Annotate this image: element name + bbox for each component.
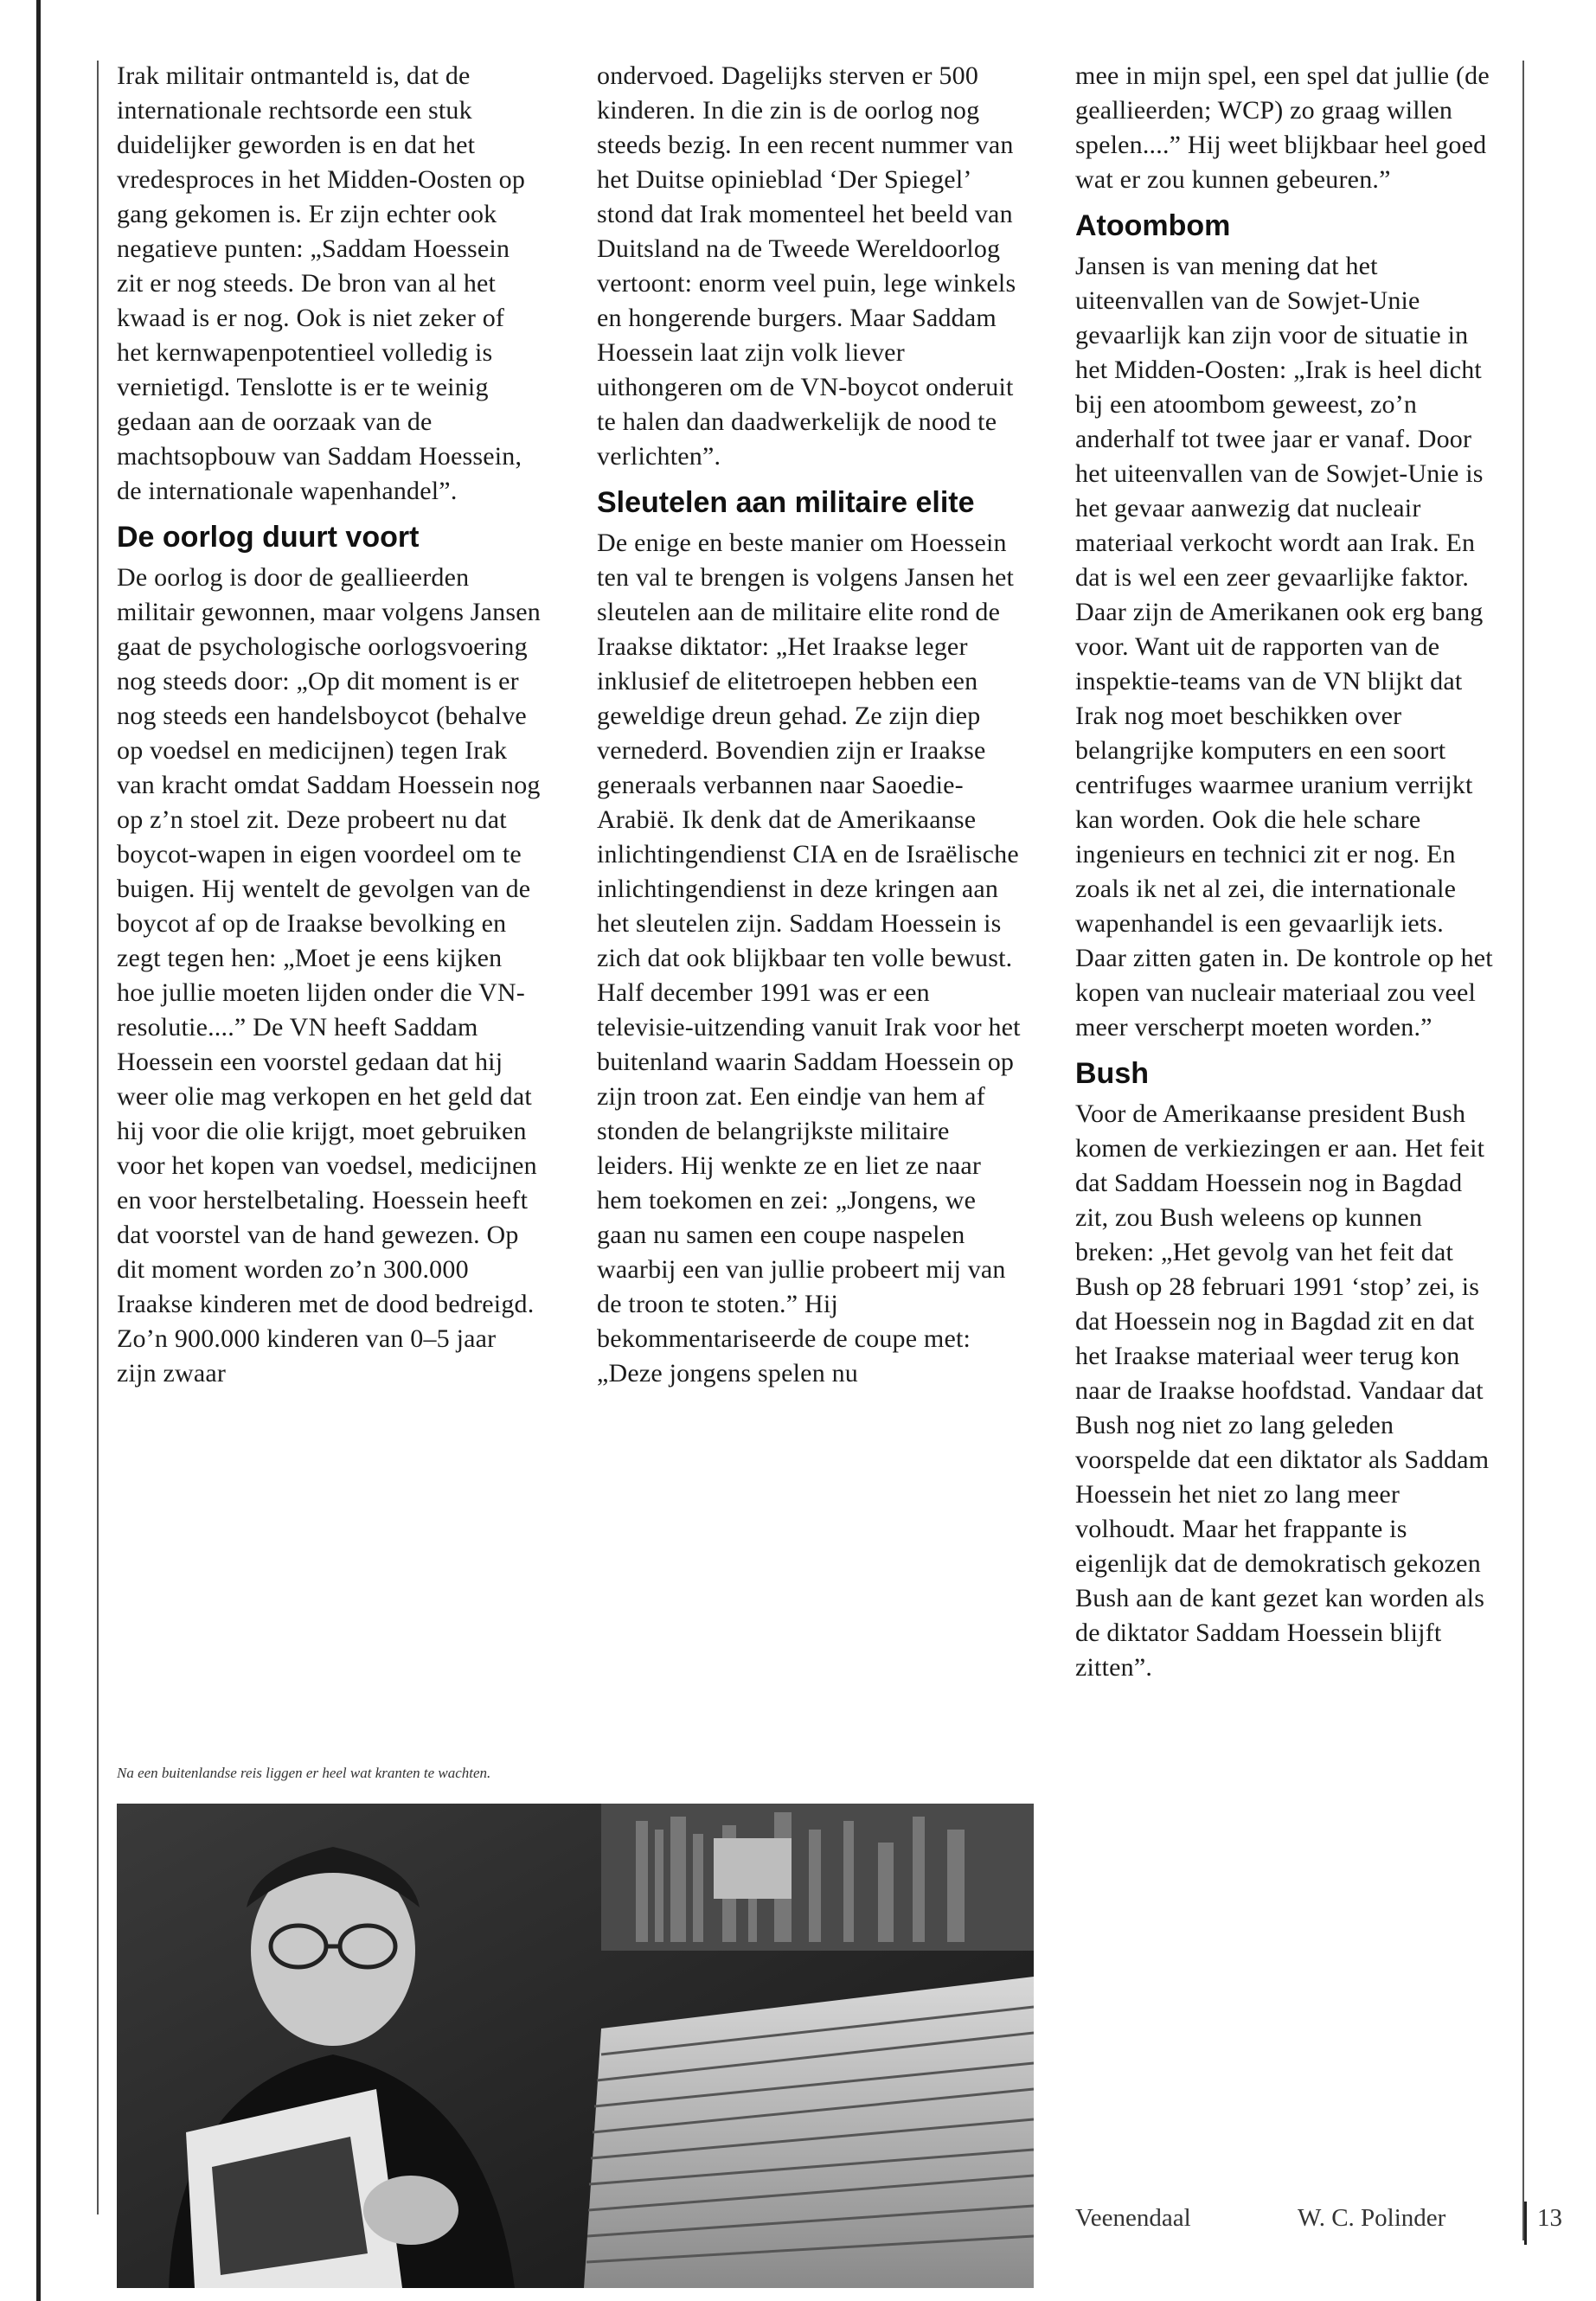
column-2 <box>597 59 1021 1391</box>
photo-caption: Na een buitenlandse reis liggen er heel wat kranten te wachten. <box>117 1765 491 1781</box>
page-number: 13 <box>1537 2204 1562 2232</box>
right-column-rule <box>1522 61 1524 2240</box>
left-page-edge-rule <box>36 0 41 2301</box>
heading-bush: Bush <box>1075 1057 1149 1090</box>
column-3 <box>1075 59 1499 1685</box>
left-column-rule <box>97 61 99 2214</box>
photo-man-reading-newspapers-icon <box>117 1804 1034 2288</box>
folio-rule <box>1524 2202 1527 2245</box>
footer-place: Veenendaal <box>1075 2204 1191 2232</box>
col1-paragraph-1: Irak militair ontmanteld is, dat de internationale rechtsorde een stuk duidelijker geworden is en dat het vredesproces in het Midden-Oosten op gang gekomen is. Er zijn echter ook negatieve punten: „Saddam Hoessein zit er nog steeds. De bron van al het kwaad is er nog. Ook is niet zeker of het kernwapenpotentieel volledig is vernietigd. Tenslotte is er te weinig gedaan aan de oorzaak van de machtsopbouw van Saddam Hoessein, de internationale wapenhandel”. <box>117 61 526 505</box>
col3-paragraph-1: mee in mijn spel, een spel dat jullie (de geallieerden; WCP) zo graag willen spelen....” Hij weet blijkbaar heel goed wat er zou kunnen gebeuren.” <box>1075 61 1490 194</box>
col2-paragraph-2: De enige en beste manier om Hoessein ten val te brengen is volgens Jansen het sleutelen aan de militaire elite rond de Iraakse diktator: „Het Iraakse leger inklusief de elitetroepen hebben een geweldige dreun gehad. Ze zijn diep vernederd. Bovendien zijn er Iraakse generaals verbannen naar Saoedie-Arabië. Ik denk dat de Amerikaanse inlichtingendienst CIA en de Israëlische inlichtingendienst in deze kringen aan het sleutelen zijn. Saddam Hoessein is zich dat ook blijkbaar ten volle bewust. Half december 1991 was er een televisie-uitzending vanuit Irak voor het buitenland waarin Saddam Hoessein op zijn troon zat. Een eindje van hem af stonden de belangrijkste militaire leiders. Hij wenkte ze en liet ze naar hem toekomen en zei: „Jongens, we gaan nu samen een coupe naspelen waarbij een van jullie probeert mij van de troon te stoten.” Hij bekommentariseerde de coupe met: „Deze jongens spelen nu <box>597 529 1021 1388</box>
col3-paragraph-2: Jansen is van mening dat het uiteenvallen van de Sowjet-Unie gevaarlijk kan zijn voor de situatie in het Midden-Oosten: „Irak is heel dicht bij een atoombom geweest, zo’n anderhalf tot twee jaar er vanaf. Door het uiteenvallen van de Sowjet-Unie is het gevaar aanwezig dat nucleair materiaal verkocht wordt aan Irak. En dat is wel een zeer gevaarlijke faktor. Daar zijn de Amerikanen ook erg bang voor. Want uit de rapporten van de inspektie-teams van de VN blijkt dat Irak nog moet beschikken over belangrijke komputers en een soort centrifuges waarmee uranium verrijkt kan worden. Ook die hele schare ingenieurs en technici zit er nog. En zoals ik net al zei, die internationale wapenhandel is een gevaarlijk iets. Daar zitten gaten in. De kontrole op het kopen van nucleair materiaal zou veel meer verscherpt moeten worden.” <box>1075 252 1493 1042</box>
heading-sleutelen-aan-militaire-elite: Sleutelen aan militaire elite <box>597 486 975 519</box>
col3-paragraph-3: Voor de Amerikaanse president Bush komen de verkiezingen er aan. Het feit dat Saddam Hoessein nog in Bagdad zit, zou Bush weleens op kunnen breken: „Het gevolg van het feit dat Bush op 28 februari 1991 ‘stop’ zei, is dat Hoessein nog in Bagdad zit en dat het Iraakse materiaal weer terug kon naar de Iraakse hoofdstad. Vandaar dat Bush nog niet zo lang geleden voorspelde dat een diktator als Saddam Hoessein het niet zo lang meer volhoudt. Maar het frappante is eigenlijk dat de demokratisch gekozen Bush aan de kant gezet kan worden als de diktator Saddam Hoessein blijft zitten”. <box>1075 1099 1490 1682</box>
heading-atoombom: Atoombom <box>1075 209 1231 242</box>
col1-paragraph-2: De oorlog is door de geallieerden militair gewonnen, maar volgens Jansen gaat de psychologische oorlogsvoering nog steeds door: „Op dit moment is er nog steeds een handelsboycot (behalve op voedsel en medicijnen) tegen Irak van kracht omdat Saddam Hoessein nog op z’n stoel zit. Deze probeert nu dat boycot-wapen in eigen voordeel om te buigen. Hij wentelt de gevolgen van de boycot af op de Iraakse bevolking en zegt tegen hen: „Moet je eens kijken hoe jullie moeten lijden onder die VN-resolutie....” De VN heeft Saddam Hoessein een voorstel gedaan dat hij weer olie mag verkopen en het geld dat hij voor die olie krijgt, moet gebruiken voor het kopen van voedsel, medicijnen en voor herstelbetaling. Hoessein heeft dat voorstel van de hand gewezen. Op dit moment worden zo’n 300.000 Iraakse kinderen met de dood bedreigd. Zo’n 900.000 kinderen van 0–5 jaar zijn zwaar <box>117 563 541 1388</box>
photo <box>117 1804 1034 2288</box>
col2-paragraph-1: ondervoed. Dagelijks sterven er 500 kinderen. In die zin is de oorlog nog steeds bezig. In een recent nummer van het Duitse opinieblad ‘Der Spiegel’ stond dat Irak momenteel het beeld van Duitsland na de Tweede Wereldoorlog vertoont: enorm veel puin, lege winkels en hongerende burgers. Maar Saddam Hoessein laat zijn volk liever uithongeren om de VN-boycot onderuit te halen dan daadwerkelijk de nood te verlichten”. <box>597 61 1016 471</box>
heading-de-oorlog-duurt-voort: De oorlog duurt voort <box>117 521 420 554</box>
footer-author: W. C. Polinder <box>1298 2204 1446 2232</box>
column-1 <box>117 59 541 1391</box>
